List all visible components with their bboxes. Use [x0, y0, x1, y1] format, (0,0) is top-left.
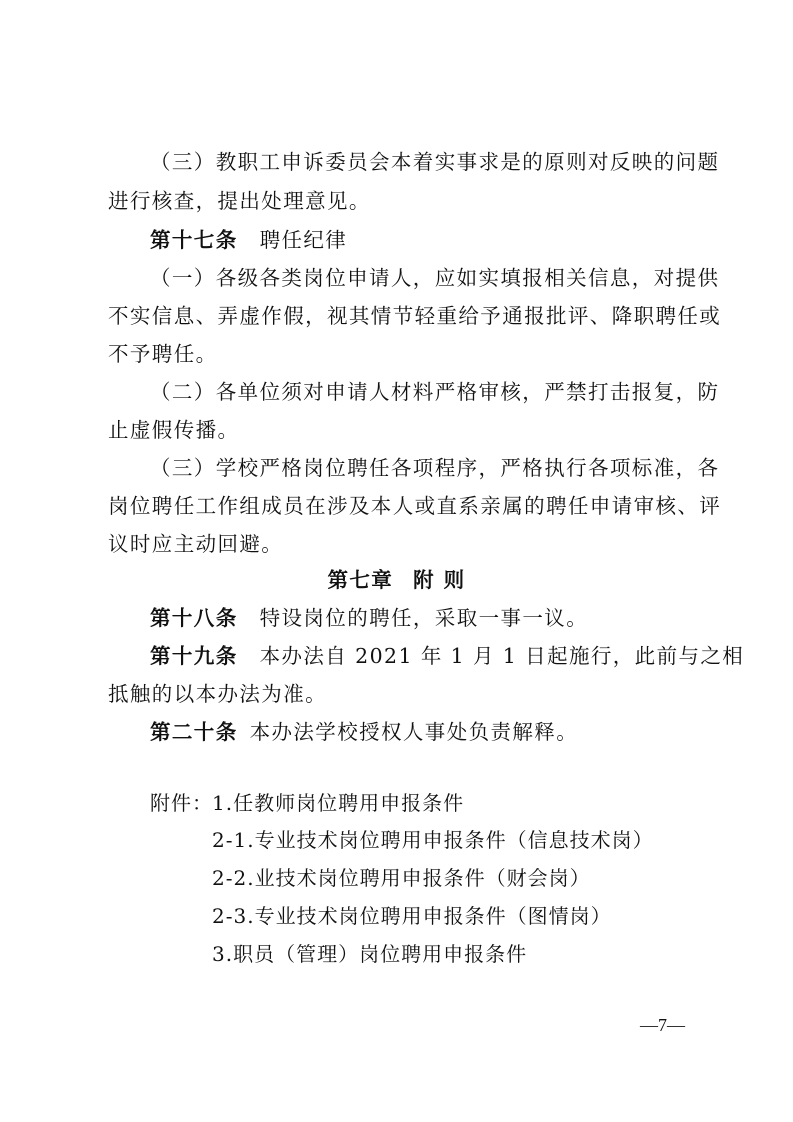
attachment-item: 2-3.专业技术岗位聘用申报条件（图情岗）: [212, 904, 612, 928]
article-title: 第十九条: [150, 644, 238, 668]
paragraph-line: 进行核查，提出处理意见。: [108, 189, 371, 213]
paragraph-line: 不实信息、弄虚作假，视其情节轻重给予通报批评、降职聘任或: [108, 304, 722, 328]
chapter-heading: [0, 568, 793, 592]
paragraph-line: （二）各单位须对申请人材料严格审核，严禁打击报复，防: [150, 380, 720, 404]
paragraph-line: 不予聘任。: [108, 342, 218, 366]
attachment-item: 2-1.专业技术岗位聘用申报条件（信息技术岗）: [212, 828, 654, 852]
article-20: [150, 720, 698, 744]
paragraph-line: （三）学校严格岗位聘任各项程序，严格执行各项标准，各: [150, 456, 720, 480]
page-number: —7—: [640, 1015, 685, 1035]
article-title: 第二十条: [150, 720, 238, 744]
paragraph-line: 抵触的以本办法为准。: [108, 682, 327, 706]
chapter-name: 附 则: [413, 568, 466, 592]
article-text: 本办法学校授权人事处负责解释。: [249, 720, 579, 744]
article-title: 第十八条: [150, 606, 238, 630]
paragraph-line: 止虚假传播。: [108, 418, 240, 442]
article-18: [150, 606, 698, 630]
article-title: 第十七条: [150, 228, 238, 252]
article-17: [150, 228, 698, 252]
article-text: 特设岗位的聘任，采取一事一议。: [259, 606, 589, 630]
article-19: [150, 644, 745, 668]
attachment-item: 3.职员（管理）岗位聘用申报条件: [212, 942, 528, 966]
article-text: 聘任纪律: [259, 228, 348, 252]
attachment-item: 1.任教师岗位聘用申报条件: [212, 791, 465, 815]
attachment-item: 2-2.业技术岗位聘用申报条件（财会岗）: [212, 866, 591, 890]
paragraph-line: （一）各级各类岗位申请人，应如实填报相关信息，对提供: [150, 266, 720, 290]
paragraph-line: 议时应主动回避。: [108, 532, 284, 556]
attachments-label: 附件：: [150, 791, 213, 815]
chapter-title: 第七章: [327, 568, 394, 592]
article-text: 本办法自 2021 年 1 月 1 日起施行，此前与之相: [259, 644, 745, 668]
paragraph-line: （三）教职工申诉委员会本着实事求是的原则对反映的问题: [150, 150, 720, 174]
paragraph-line: 岗位聘任工作组成员在涉及本人或直系亲属的聘任申请审核、评: [108, 494, 722, 518]
